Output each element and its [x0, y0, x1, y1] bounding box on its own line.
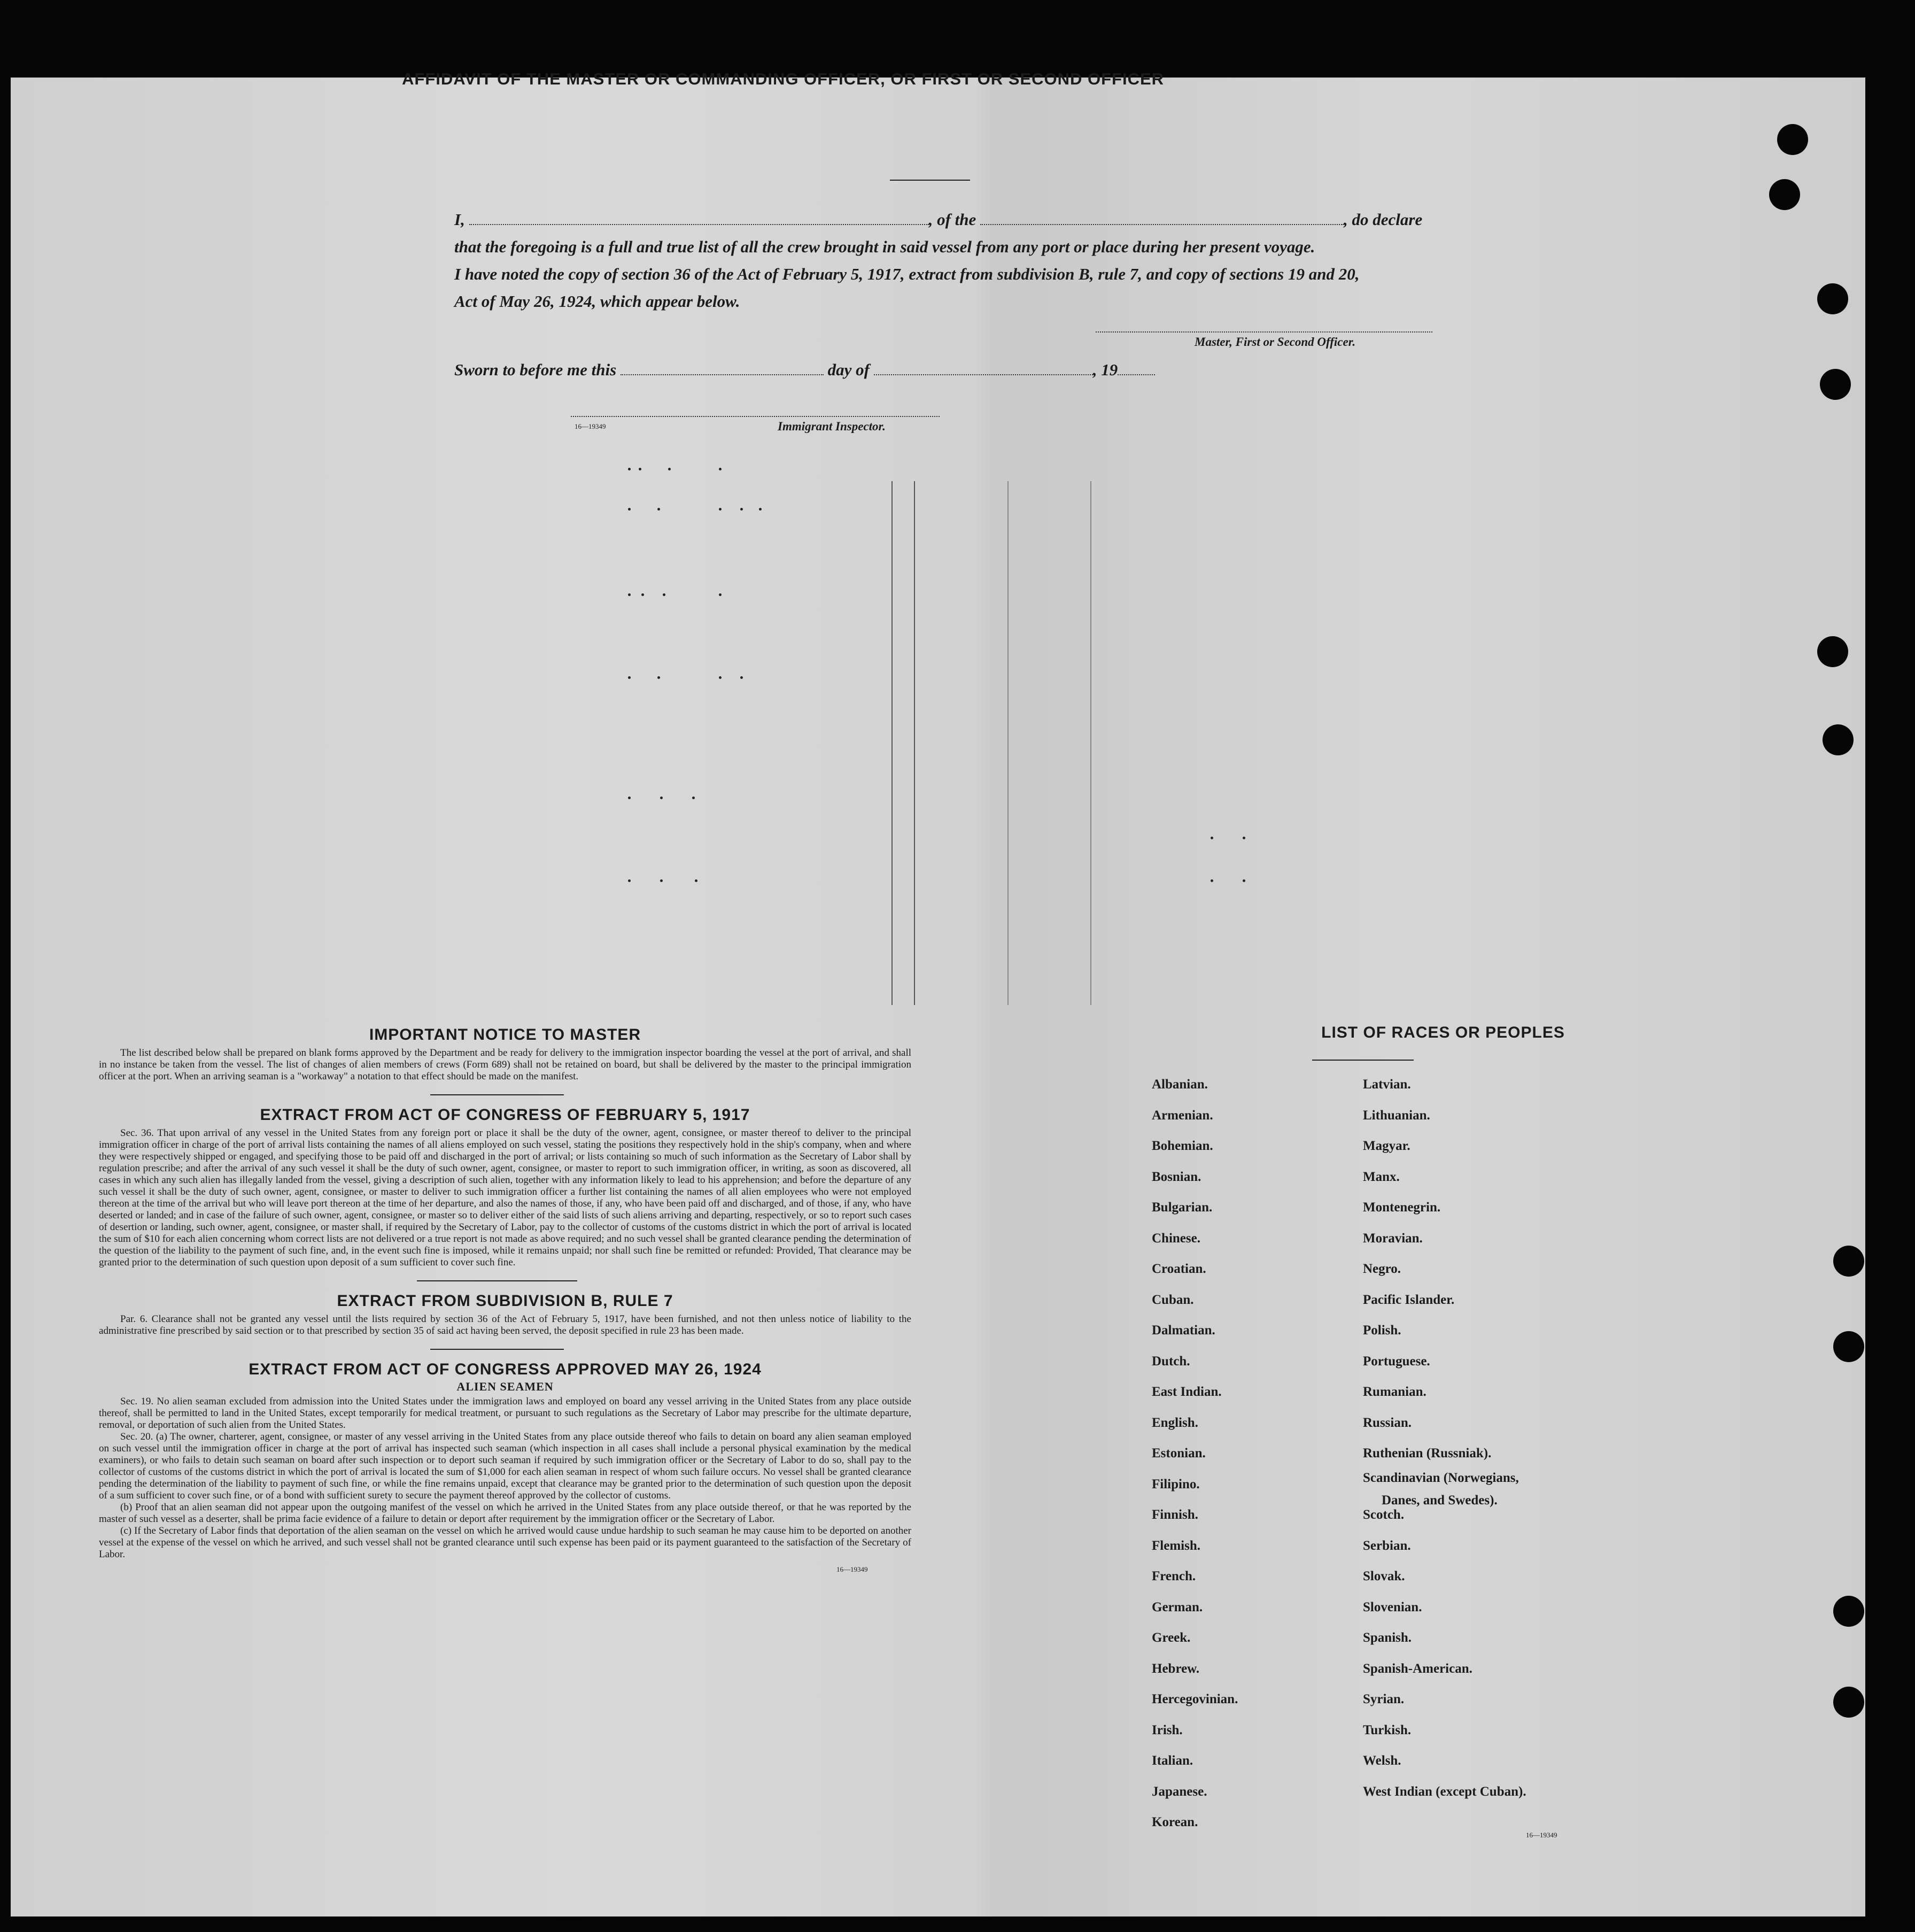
race-item: Estonian. [1152, 1446, 1206, 1460]
race-item: Chinese. [1152, 1231, 1200, 1246]
dot-mark [628, 593, 631, 596]
race-item: Russian. [1363, 1415, 1412, 1430]
race-item: Albanian. [1152, 1077, 1208, 1092]
sworn-prefix: Sworn to before me this [454, 360, 617, 379]
race-item: Polish. [1363, 1323, 1401, 1338]
race-item: Dalmatian. [1152, 1323, 1215, 1338]
race-item: Scotch. [1363, 1508, 1405, 1522]
race-item: Danes, and Swedes). [1382, 1493, 1498, 1508]
declaration [454, 206, 1480, 315]
sworn-line [454, 356, 1480, 383]
dot-mark [639, 468, 641, 470]
vessel-name-field[interactable] [980, 212, 1344, 225]
dot-mark [628, 797, 631, 799]
alien-seamen-subheading: ALIEN SEAMEN [456, 1380, 554, 1393]
race-item: Greek. [1152, 1630, 1191, 1645]
sec-20c-text: (c) If the Secretary of Labor finds that deportation of the alien seaman on the vessel on which he arrived would cause undue hardship to such seaman he may cause him to be deported on another vessel at the expense of the vessel on which he arrived, and such vessel shall not be granted clearance until such expense has been paid or its payment guaranteed to the satisfaction of the Secretary of Labor. [99, 1525, 911, 1560]
dot-mark [660, 797, 663, 799]
form-code-top: 16—19349 [575, 422, 606, 430]
dot-mark [719, 468, 722, 470]
do-declare-label: , do declare [1344, 210, 1423, 229]
sec-19-text: Sec. 19. No alien seaman excluded from admission into the United States under the immigration laws and employed on board any vessel arriving in the United States from any place outside thereof, shall be permitted to land in the United States, except temporarily for medical treatment, or pursuant to such regulations as the Secretary of Labor may prescribe for the ultimate departure, removal, or deportation of such alien from the United States. [99, 1396, 911, 1431]
race-item: French. [1152, 1569, 1196, 1583]
race-item: Manx. [1363, 1169, 1400, 1184]
column-line [1090, 481, 1091, 1005]
form-sheet [11, 78, 1865, 1916]
dot-mark [692, 797, 695, 799]
column-line [891, 481, 893, 1005]
race-item: Syrian. [1363, 1692, 1405, 1706]
sworn-month-field[interactable] [874, 362, 1093, 375]
declaration-line-2: that the foregoing is a full and true list of all the crew brought in said vessel from any port or place during her present voyage. [454, 237, 1315, 256]
race-item: Scandinavian (Norwegians, [1363, 1470, 1519, 1485]
dot-mark [641, 593, 644, 596]
sec-20a-text: Sec. 20. (a) The owner, charterer, agent, consignee, or master of any vessel arriving in the United States from any place outside thereof who fails to detain on board any alien seaman employed on such vessel until the immigration officer in charge at the port of arrival has inspected such seaman (which inspection in all cases shall include a personal physical examination by the medical examiners), or who fails to detain such seaman on board after such inspection or to deport such seaman if required by such immigration officer or the Secretary of Labor to do so, shall pay to the collector of customs of the customs district in which the port of arrival is located the sum of $1,000 for each alien seaman in respect of whom such failure occurs. No vessel shall be granted clearance pending the determination of the liability to payment of such fine, or while the fine remains unpaid, except that clearance may be granted prior to the determination of such question upon the deposit of a sum sufficient to cover such fine, or of a bond with sufficient surety to secure the payment thereof approved by the collector of customs. [99, 1431, 911, 1501]
race-item: Bosnian. [1152, 1169, 1201, 1184]
races-rule [1312, 1060, 1414, 1061]
race-item: Latvian. [1363, 1077, 1411, 1092]
race-item: Filipino. [1152, 1477, 1200, 1491]
notice-block [99, 1026, 911, 1573]
race-item: English. [1152, 1415, 1198, 1430]
binder-hole [1833, 1687, 1864, 1718]
race-item: Dutch. [1152, 1354, 1190, 1369]
dot-mark [1211, 837, 1213, 839]
binder-hole [1769, 179, 1800, 210]
race-item: Spanish-American. [1363, 1661, 1472, 1676]
race-item: Hercegovinian. [1152, 1692, 1238, 1706]
binder-hole [1817, 636, 1848, 667]
dot-mark [660, 879, 663, 882]
dot-mark [740, 676, 743, 679]
race-item: Montenegrin. [1363, 1200, 1441, 1215]
dot-mark [719, 676, 722, 679]
race-item: Flemish. [1152, 1538, 1200, 1553]
race-item: Magyar. [1363, 1139, 1410, 1153]
race-item: Pacific Islander. [1363, 1292, 1455, 1307]
race-item: East Indian. [1152, 1385, 1222, 1399]
extract-1917-heading: EXTRACT FROM ACT OF CONGRESS OF FEBRUARY 5, 1917 [260, 1106, 750, 1124]
dot-mark [628, 676, 631, 679]
dot-mark [663, 593, 665, 596]
race-item: Italian. [1152, 1753, 1193, 1768]
dot-mark [740, 508, 743, 511]
binder-hole [1833, 1331, 1864, 1362]
race-item: Croatian. [1152, 1262, 1206, 1276]
title-rule [890, 180, 970, 181]
dot-mark [1243, 879, 1245, 882]
race-item: Armenian. [1152, 1108, 1213, 1123]
dot-mark [628, 508, 631, 511]
dot-mark [657, 508, 660, 511]
extract-rule7-heading: EXTRACT FROM SUBDIVISION B, RULE 7 [337, 1292, 673, 1310]
race-item: Slovak. [1363, 1569, 1405, 1583]
sworn-year-field[interactable] [1118, 362, 1155, 375]
dot-mark [1243, 837, 1245, 839]
race-item: Welsh. [1363, 1753, 1401, 1768]
binder-hole [1823, 724, 1854, 755]
race-item: Serbian. [1363, 1538, 1411, 1553]
notice-heading: IMPORTANT NOTICE TO MASTER [369, 1026, 641, 1044]
notice-body: The list described below shall be prepared on blank forms approved by the Department and be ready for delivery to the immigration inspector boarding the vessel at the port of arrival, and shall in no instance be taken from the vessel. The list of changes of alien members of crews (Form 689) shall not be retained on board, but shall be delivered by the master to the principal immigration officer at the port. When an arriving seaman is a "workaway" a notation to that effect should be made on the manifest. [99, 1047, 911, 1082]
race-item: Portuguese. [1363, 1354, 1430, 1369]
races-heading: LIST OF RACES OR PEOPLES [1321, 1024, 1565, 1041]
binder-hole [1777, 124, 1808, 155]
race-item: German. [1152, 1599, 1203, 1614]
extract-1924-heading: EXTRACT FROM ACT OF CONGRESS APPROVED MAY 26, 1924 [249, 1361, 762, 1378]
column-line [1007, 481, 1009, 1005]
race-item: Cuban. [1152, 1292, 1194, 1307]
extract-rule7-body: Par. 6. Clearance shall not be granted any vessel until the lists required by section 36 of the Act of February 5, 1917, have been furnished, and not then unless notice of liability to the administrative fine prescribed by said section or to that prescribed by section 35 of said act having been served, the deposit specified in rule 23 has been made. [99, 1313, 911, 1336]
inspector-signature-line[interactable] [571, 416, 940, 417]
sworn-day-field[interactable] [621, 362, 824, 375]
declaration-line-4: Act of May 26, 1924, which appear below. [454, 292, 740, 311]
race-item: Irish. [1152, 1722, 1183, 1737]
signature-line[interactable] [1096, 331, 1432, 333]
dot-mark [759, 508, 762, 511]
race-item: Ruthenian (Russniak). [1363, 1446, 1492, 1460]
dot-mark [1211, 879, 1213, 882]
race-item: Finnish. [1152, 1508, 1198, 1522]
affidavit-title: AFFIDAVIT OF THE MASTER OR COMMANDING OFFICER, OR FIRST OR SECOND OFFICER [401, 69, 1165, 88]
race-item: Moravian. [1363, 1231, 1423, 1246]
race-item: Negro. [1363, 1262, 1401, 1276]
column-line [914, 481, 915, 1005]
dot-mark [657, 676, 660, 679]
race-item: Hebrew. [1152, 1661, 1200, 1676]
binder-hole [1833, 1596, 1864, 1627]
race-item: Bohemian. [1152, 1139, 1213, 1153]
race-item: Rumanian. [1363, 1385, 1426, 1399]
dot-mark [719, 508, 722, 511]
inspector-caption: Immigrant Inspector. [778, 420, 886, 433]
dot-mark [719, 593, 722, 596]
section-rule [417, 1280, 577, 1281]
extract-1917-body: Sec. 36. That upon arrival of any vessel in the United States from any foreign port or place it shall be the duty of the owner, agent, consignee, or master thereof to deliver to the principal immigration officer in charge of the port of arrival lists containing the names of all aliens employed on such vessel, stating the positions they respectively hold in the ship's company, when and where they were respectively shipped or engaged, and specifying those to be paid off and discharged in the port of arrival; or lists containing so much of such information as the Secretary of Labor shall by regulation prescribe; and after the arrival of any such vessel it shall be the duty of such owner, agent, consignee, or master to report to such immigration officer, in writing, as soon as discovered, all cases in which any such alien has illegally landed from the vessel, giving a description of such alien, together with any information likely to lead to his apprehension; and before the departure of any such vessel it shall be the duty of such owner, agent, consignee, or master to deliver to such immigration officer a further list containing the names of all alien employees who were not employed thereon at the time of the arrival but who will leave port thereon at the time of her departure, and also the names of those, if any, who have been paid off and discharged, and of those, if any, who have deserted or landed; and in case of the failure of such owner, agent, consignee, or master so to deliver either of the said lists of such aliens arriving and departing, respectively, or so to report such cases of desertion or landing, such owner, agent, consignee, or master shall, if required by the Secretary of Labor, pay to the collector of customs of the customs district in which the port of arrival is located the sum of $10 for each alien concerning whom correct lists are not delivered or a true report is not made as above required; and no such vessel shall be granted clearance pending the determination of the question of the liability to the payment of such fine, and, in the event such fine is imposed, while it remains unpaid; nor shall such fine be remitted or refunded: Provided, That clearance may be granted prior to the determination of such question upon deposit of a sum sufficient to cover such fine. [99, 1127, 911, 1268]
form-code-bottom-left: 16—19349 [836, 1565, 868, 1573]
sec-20b-text: (b) Proof that an alien seaman did not appear upon the outgoing manifest of the vessel on which he arrived in the United States from any place outside thereof, or that he was reported by the master of such vessel as a deserter, shall be prima facie evidence of a failure to detain or deport after requirement by the immigration officer or the Secretary of Labor. [99, 1502, 911, 1525]
race-item: Bulgarian. [1152, 1200, 1213, 1215]
dot-mark [668, 468, 671, 470]
binder-hole [1817, 283, 1848, 314]
race-item: Lithuanian. [1363, 1108, 1430, 1123]
race-item: Korean. [1152, 1815, 1198, 1829]
day-of-label: day of [827, 360, 870, 379]
binder-hole [1820, 369, 1851, 400]
dot-mark [628, 468, 631, 470]
race-item: Slovenian. [1363, 1599, 1422, 1614]
section-rule [430, 1349, 564, 1350]
master-name-field[interactable] [469, 212, 929, 225]
race-item: Japanese. [1152, 1784, 1207, 1799]
race-item: Turkish. [1363, 1722, 1412, 1737]
race-item: West Indian (except Cuban). [1363, 1784, 1526, 1799]
signature-caption: Master, First or Second Officer. [1195, 335, 1356, 349]
year-prefix: , 19 [1092, 360, 1118, 379]
form-code-bottom-right: 16—19349 [1526, 1831, 1557, 1839]
dot-mark [628, 879, 631, 882]
dot-mark [695, 879, 697, 882]
declaration-line-3: I have noted the copy of section 36 of the Act of February 5, 1917, extract from subdivision B, rule 7, and copy of sections 19 and 20, [454, 265, 1360, 283]
binder-hole [1833, 1246, 1864, 1277]
section-rule [430, 1094, 564, 1095]
of-the-label: , of the [928, 210, 976, 229]
i-label: I, [454, 210, 465, 229]
race-item: Spanish. [1363, 1630, 1412, 1645]
